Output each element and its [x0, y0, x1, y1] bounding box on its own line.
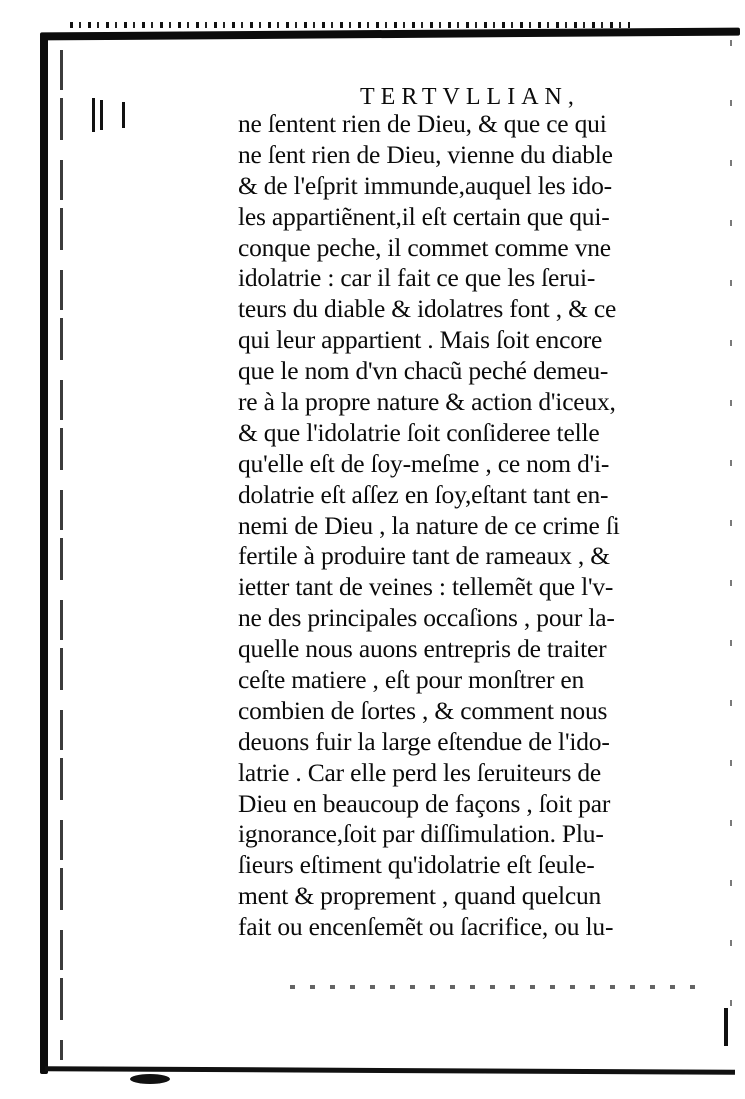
body-text: [238, 109, 723, 943]
text-line: teurs du diable & idolatres font , & ce: [238, 294, 617, 324]
bottom-line-specks: [290, 985, 710, 989]
running-head: TERTVLLIAN,: [360, 84, 580, 110]
text-line: dolatrie eſt aſſez en ſoy,eſtant tant en-: [238, 479, 609, 509]
text-line: Dieu en beaucoup de façons , ſoit par: [238, 788, 611, 818]
text-line: quelle nous auons entrepris de traiter: [238, 634, 607, 664]
right-margin-mark: [724, 1008, 728, 1046]
text-line: combien de ſortes , & comment nous: [238, 695, 608, 725]
text-line: re à la propre nature & action d'iceux,: [238, 387, 616, 417]
left-page-border: [40, 34, 48, 1074]
text-line: nemi de Dieu , la nature de ce crime ſi: [238, 510, 620, 540]
text-line: ne ſentent rien de Dieu, & que ce qui: [238, 109, 607, 138]
text-line: qui leur appartient . Mais ſoit encore: [238, 325, 603, 355]
left-inner-margin-line: [60, 50, 63, 1060]
bottom-ink-smudge: [130, 1074, 170, 1084]
text-line: fertile à produire tant de rameaux , &: [238, 541, 610, 571]
text-line: latrie . Car elle perd les ſeruiteurs de: [238, 757, 602, 787]
text-line: deuons fuir la large eſtendue de l'ido-: [238, 726, 610, 756]
text-line: qu'elle eſt de ſoy-meſme , ce nom d'i-: [238, 448, 610, 478]
gutter-ink-marks: [92, 98, 132, 138]
text-line: les appartiẽnent,il eſt certain que qui-: [238, 201, 610, 231]
text-line: idolatrie : car il fait ce que les ſerui-: [238, 263, 596, 293]
text-line: ietter tant de veines : tellemẽt que l'v-: [238, 572, 614, 602]
text-line: & que l'idolatrie ſoit conſideree telle: [238, 417, 600, 447]
text-line: fait ou encenſemẽt ou ſacrifice, ou lu-: [238, 912, 614, 942]
text-line: ne des principales occaſions , pour la-: [238, 603, 615, 633]
text-line: conque peche, il commet comme vne: [238, 232, 611, 262]
text-line: que le nom d'vn chacũ peché demeu-: [238, 356, 609, 386]
text-line: & de l'eſprit immunde,auquel les ido-: [238, 170, 612, 200]
right-edge-specks: [730, 40, 732, 1060]
text-line: ne ſent rien de Dieu, vienne du diable: [238, 139, 613, 169]
text-line: ſieurs eſtiment qu'idolatrie eſt ſeule-: [238, 850, 595, 880]
text-line: ignorance,ſoit par diſſimulation. Plu-: [238, 819, 604, 849]
top-page-border: [40, 28, 740, 41]
text-line: ment & proprement , quand quelcun: [238, 881, 602, 911]
top-edge-specks: [70, 22, 630, 28]
text-line: ceſte matiere , eſt pour monſtrer en: [238, 665, 585, 695]
